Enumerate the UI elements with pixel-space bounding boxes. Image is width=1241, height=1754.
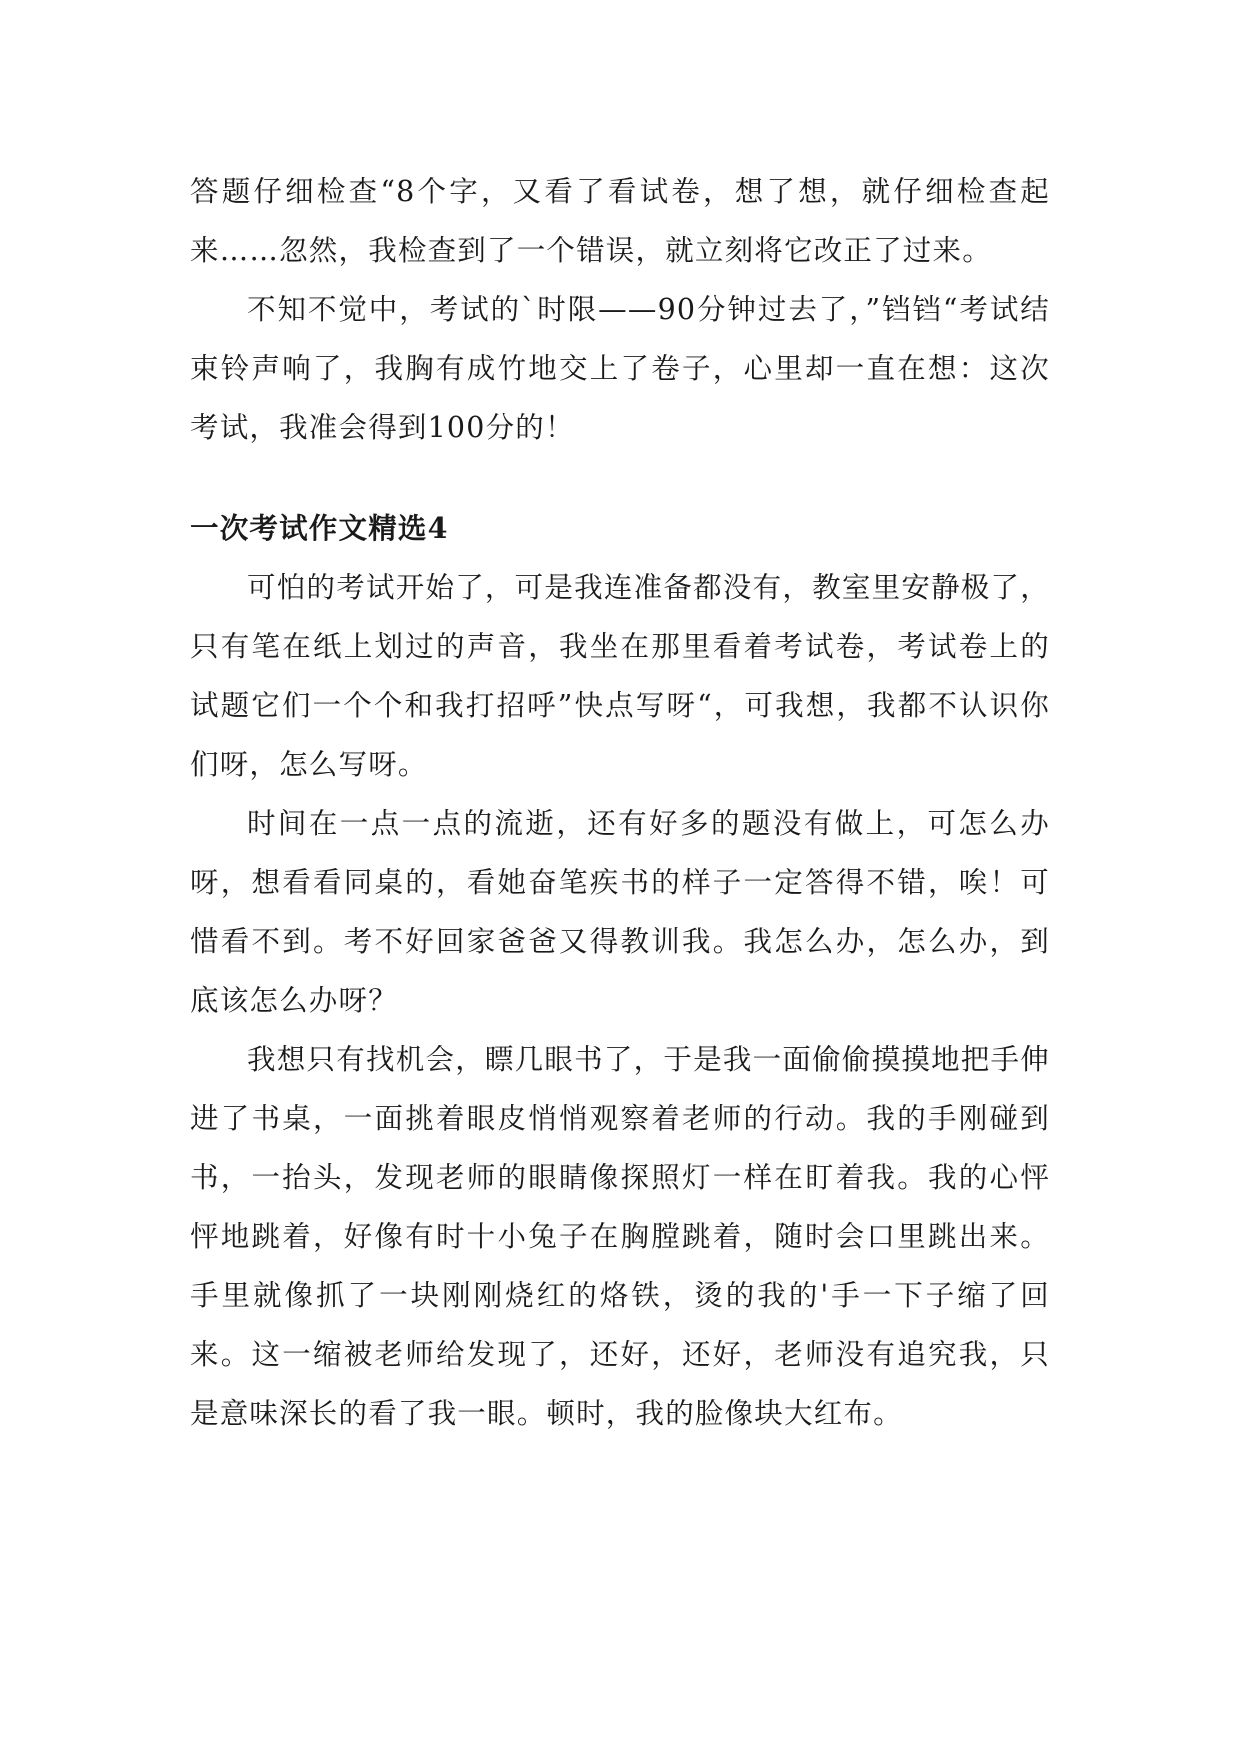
paragraph: 时间在一点一点的流逝，还有好多的题没有做上，可怎么办呀，想看看同桌的，看她奋笔疾书的样子一定答得不错，唉！可惜看不到。考不好回家爸爸又得教训我。我怎么办，怎么办，到底该怎么办呀？: [190, 807, 1050, 1017]
paragraph: 不知不觉中，考试的`时限——90分钟过去了，”铛铛“考试结束铃声响了，我胸有成竹地交上了卷子，心里却一直在想：这次考试，我准会得到100分的！: [190, 293, 1050, 444]
paragraph: 答题仔细检查“8个字，又看了看试卷，想了想，就仔细检查起来……忽然，我检查到了一个错误，就立刻将它改正了过来。: [190, 175, 1050, 267]
paragraph: 我想只有找机会，瞟几眼书了，于是我一面偷偷摸摸地把手伸进了书桌，一面挑着眼皮悄悄观察着老师的行动。我的手刚碰到书，一抬头，发现老师的眼睛像探照灯一样在盯着我。我的心怦怦地跳着，好像有时十小兔子在胸膛跳着，随时会口里跳出来。手里就像抓了一块刚刚烧红的烙铁，烫的我的'手一下子缩了回来。这一缩被老师给发现了，还好，还好，老师没有追究我，只是意味深长的看了我一眼。顿时，我的脸像块大红布。: [190, 1043, 1050, 1430]
paragraph: 可怕的考试开始了，可是我连准备都没有，教室里安静极了，只有笔在纸上划过的声音，我坐在那里看着考试卷，考试卷上的试题它们一个个和我打招呼”快点写呀“，可我想，我都不认识你们呀，怎么写呀。: [190, 571, 1050, 781]
section-heading: 一次考试作文精选4: [190, 511, 449, 545]
document-body: [190, 162, 1050, 1443]
